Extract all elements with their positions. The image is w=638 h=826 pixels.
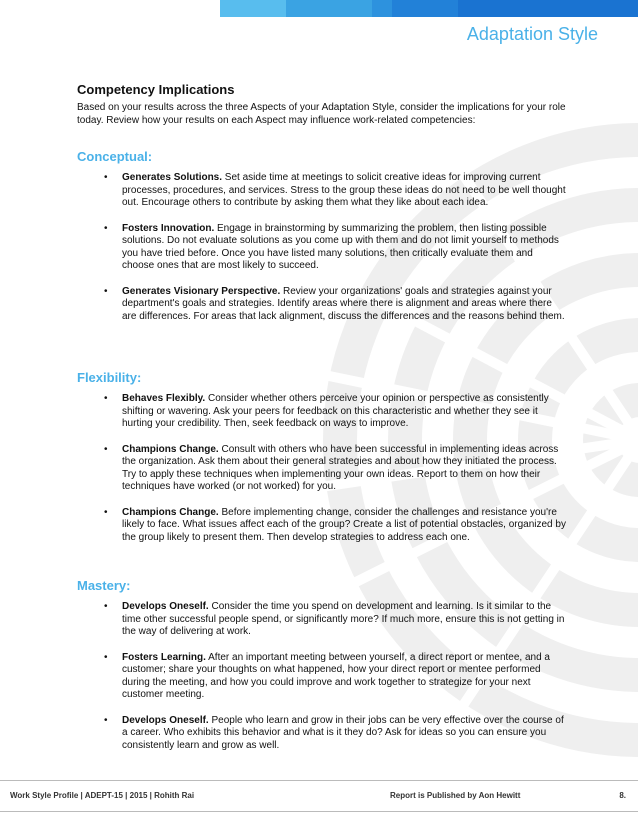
competency-name: Champions Change. (122, 506, 219, 518)
competency-name: Generates Visionary Perspective. (122, 285, 281, 297)
bullet-icon: • (104, 443, 108, 455)
color-bar-segment (372, 0, 392, 17)
footer-document-info: Work Style Profile | ADEPT-15 | 2015 | Rohith Rai (10, 791, 195, 800)
competency-text: Set aside time at meetings to solicit creative ideas for improving current processes, procedures, and services. Stress to the group these ideas do not need to be well thought out. Encourage others to contribute by asking them what they like about each idea. (122, 172, 566, 208)
flexibility-section (77, 370, 567, 557)
competency-text: After an important meeting between yourself, a direct report or mentee, and a customer; share your thoughts on what happened, how your direct report or mentee performed during the meeting, and how you could improve and work together to strategize for your next customer meeting. (122, 651, 550, 700)
competency-name: Fosters Learning. (122, 651, 206, 663)
intro-paragraph: Based on your results across the three Aspects of your Adaptation Style, consider the implications for your role today. Review how your results on each Aspect may influence work-related competencies: (77, 102, 566, 126)
list-item (77, 507, 567, 545)
competency-text: Before implementing change, consider the challenges and resistance you're likely to face. What issues affect each of the group? Create a list of potential obstacles, organized by the group likely to present them. Then develop strategies to address each one. (122, 506, 566, 543)
aspect-heading: Flexibility: (77, 370, 142, 385)
aspect-heading: Mastery: (77, 578, 131, 593)
competency-name: Develops Oneself. (122, 601, 209, 612)
color-bar-segment (458, 0, 638, 17)
color-bar-segment (220, 0, 286, 17)
list-item (77, 444, 567, 494)
bullet-icon: • (104, 651, 108, 663)
list-item (77, 223, 567, 273)
competency-implications-intro (77, 82, 567, 127)
color-bar-segment (392, 0, 458, 17)
competency-name: Fosters Innovation. (122, 222, 215, 234)
list-item (77, 286, 567, 324)
competency-text: Engage in brainstorming by summarizing the problem, then listing possible solutions. Do not evaluate solutions as you come up with them and do not limit yourself to methods you have tried before. Once you have listed many solutions, then critically evaluate them and choose ones that are most likely to succeed. (122, 222, 559, 271)
competency-name: Behaves Flexibly. (122, 393, 206, 404)
competency-name: Generates Solutions. (122, 172, 223, 183)
section-heading: Competency Implications (77, 82, 235, 97)
list-item (77, 601, 567, 639)
header-color-bar (0, 0, 638, 17)
list-item (77, 715, 567, 753)
competency-list (77, 601, 567, 752)
color-bar-segment (0, 0, 220, 17)
list-item (77, 652, 567, 702)
competency-name: Champions Change. (122, 443, 219, 455)
page-footer (0, 780, 638, 812)
conceptual-section (77, 149, 567, 336)
page-title: Adaptation Style (466, 24, 598, 44)
competency-text: Review your organizations' goals and strategies against your department's goals and strategies. Identify areas where there is alignment and areas where there are differences. For areas that lack alignment, discuss the differences and the reasons behind them. (122, 285, 565, 322)
competency-list (77, 172, 567, 323)
list-item (77, 393, 567, 431)
bullet-icon: • (104, 601, 108, 612)
bullet-icon: • (104, 172, 108, 183)
competency-name: Develops Oneself. (122, 714, 209, 726)
bullet-icon: • (104, 714, 108, 726)
list-item (77, 172, 567, 210)
competency-text: Consider the time you spend on development and learning. Is it similar to the time other successful people spend, or significantly more? If much more, ensure this is not getting in the way of delivering at work. (122, 601, 565, 637)
bullet-icon: • (104, 393, 108, 404)
aspect-heading: Conceptual: (77, 149, 153, 164)
page-number: 8. (619, 791, 626, 800)
footer-publisher: Report is Published by Aon Hewitt (390, 791, 521, 800)
color-bar-segment (286, 0, 372, 17)
competency-list (77, 393, 567, 544)
bullet-icon: • (104, 506, 108, 518)
competency-text: People who learn and grow in their jobs can be very effective over the course of a career. Who exhibits this behavior and what is it they do? Ask for ideas so you can ensure you consistently learn and grow as well. (122, 714, 564, 751)
competency-text: Consult with others who have been successful in implementing ideas across the organization. Ask them about their general strategies and about how they initiated the process. Try to apply these techniques when implementing your own ideas. Report to them on how their techniques have worked (or not worked) for you. (122, 443, 559, 492)
competency-text: Consider whether others perceive your opinion or perspective as consistently shifting or wavering. Ask your peers for feedback on this characteristic and whether they see it hurting your credibility. Then, seek feedback on ways to improve. (122, 393, 549, 429)
bullet-icon: • (104, 222, 108, 234)
mastery-section (77, 578, 567, 765)
bullet-icon: • (104, 285, 108, 297)
